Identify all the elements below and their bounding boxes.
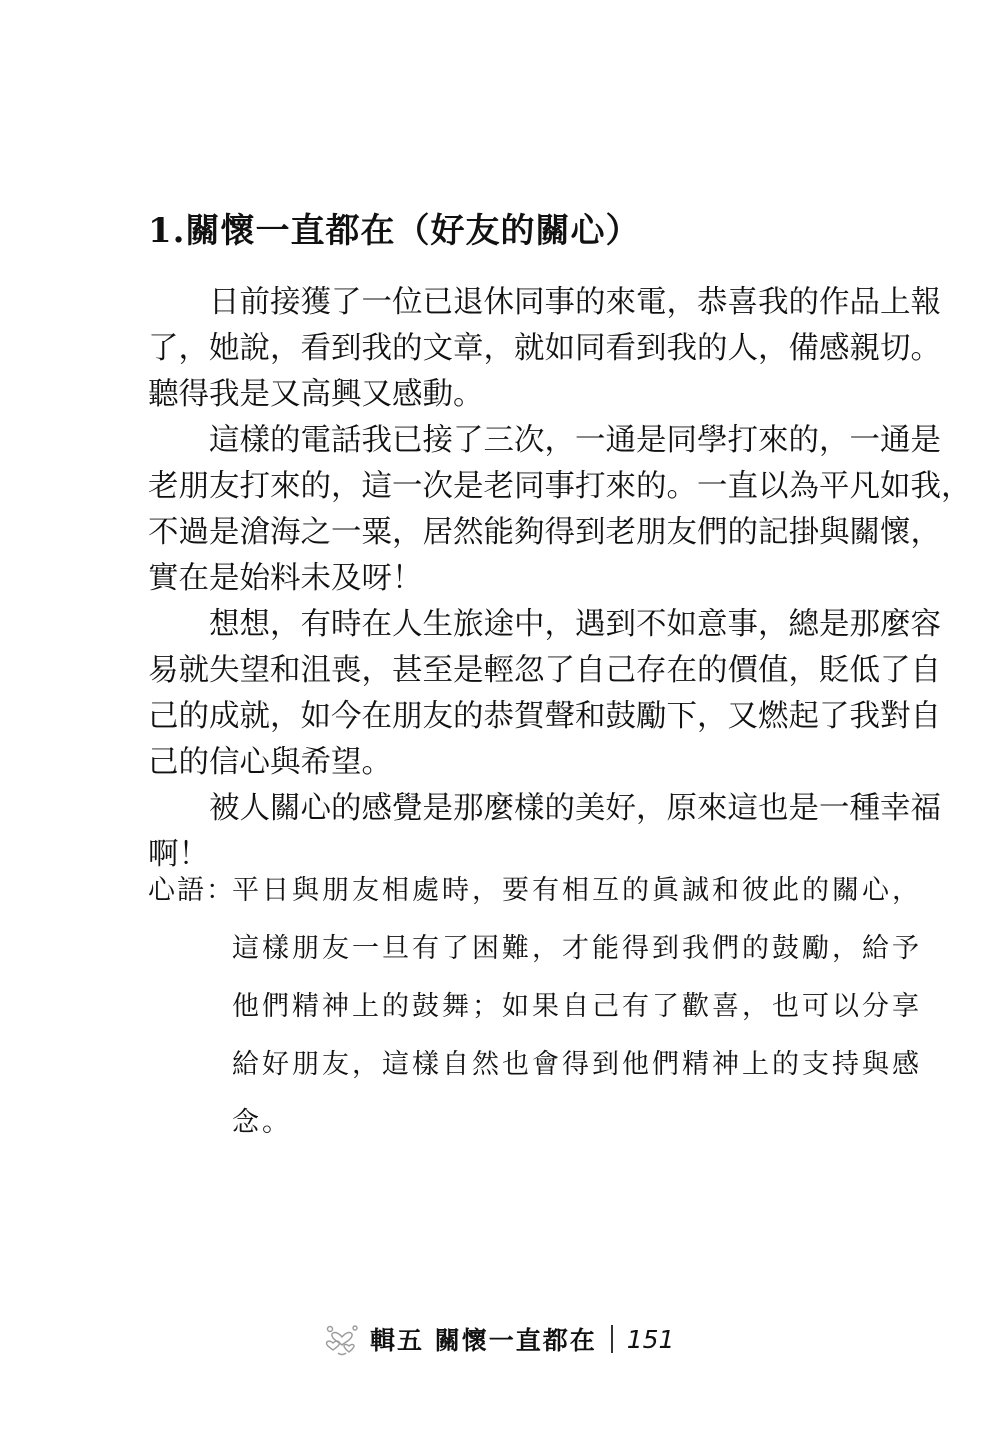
heart-note-section xyxy=(148,862,922,1152)
article-title: 1.關懷一直都在（好友的關心） xyxy=(148,211,641,251)
paragraph-line: 被人關心的感覺是那麼樣的美好，原來這也是一種幸福 xyxy=(209,791,941,826)
heart-note-row xyxy=(148,920,922,978)
hearts-flower-ornament-icon xyxy=(322,1319,362,1359)
footer-separator xyxy=(611,1325,613,1353)
paragraph-line: 老朋友打來的，這一次是老同事打來的。一直以為平凡如我， xyxy=(148,469,972,504)
paragraph-line: 想想，有時在人生旅途中，遇到不如意事，總是那麼容 xyxy=(209,607,941,642)
paragraph-line: 這樣的電話我已接了三次，一通是同學打來的，一通是 xyxy=(209,423,941,458)
heart-note-row xyxy=(148,1036,922,1094)
heart-note-line: 念。 xyxy=(232,1107,292,1138)
paragraph-line: 實在是始料未及呀！ xyxy=(148,561,423,596)
paragraph-line: 聽得我是又高興又感動。 xyxy=(148,377,484,412)
paragraph-line: 己的成就，如今在朋友的恭賀聲和鼓勵下，又燃起了我對自 xyxy=(148,699,941,734)
paragraph-line: 不過是滄海之一粟，居然能夠得到老朋友們的記掛與關懷， xyxy=(148,515,941,550)
heart-note-label: 心語： xyxy=(148,875,235,906)
paragraph-line: 了，她說，看到我的文章，就如同看到我的人，備感親切。 xyxy=(148,331,941,366)
page-footer xyxy=(322,1314,674,1364)
paragraph-line: 己的信心與希望。 xyxy=(148,745,392,780)
heart-note-row xyxy=(148,1094,864,1152)
paragraph-line: 日前接獲了一位已退休同事的來電，恭喜我的作品上報 xyxy=(209,285,941,320)
heart-note-line: 給好朋友，這樣自然也會得到他們精神上的支持與感 xyxy=(232,1049,922,1080)
paragraph-line: 易就失望和沮喪，甚至是輕忽了自己存在的價值，貶低了自 xyxy=(148,653,941,688)
heart-note-row xyxy=(148,978,922,1036)
page-number: 151 xyxy=(626,1324,675,1354)
heart-note-line: 平日與朋友相處時，要有相互的眞誠和彼此的關心， xyxy=(232,875,922,906)
heart-note-line: 這樣朋友一旦有了困難，才能得到我們的鼓勵，給予 xyxy=(232,933,922,964)
article-body xyxy=(148,280,972,878)
heart-note-first-row xyxy=(148,862,922,920)
heart-note-line: 他們精神上的鼓舞；如果自己有了歡喜，也可以分享 xyxy=(232,991,922,1022)
footer-chapter-title: 輯五 關懷一直都在 xyxy=(370,1326,597,1355)
paragraph-line: 啊！ xyxy=(148,837,209,872)
